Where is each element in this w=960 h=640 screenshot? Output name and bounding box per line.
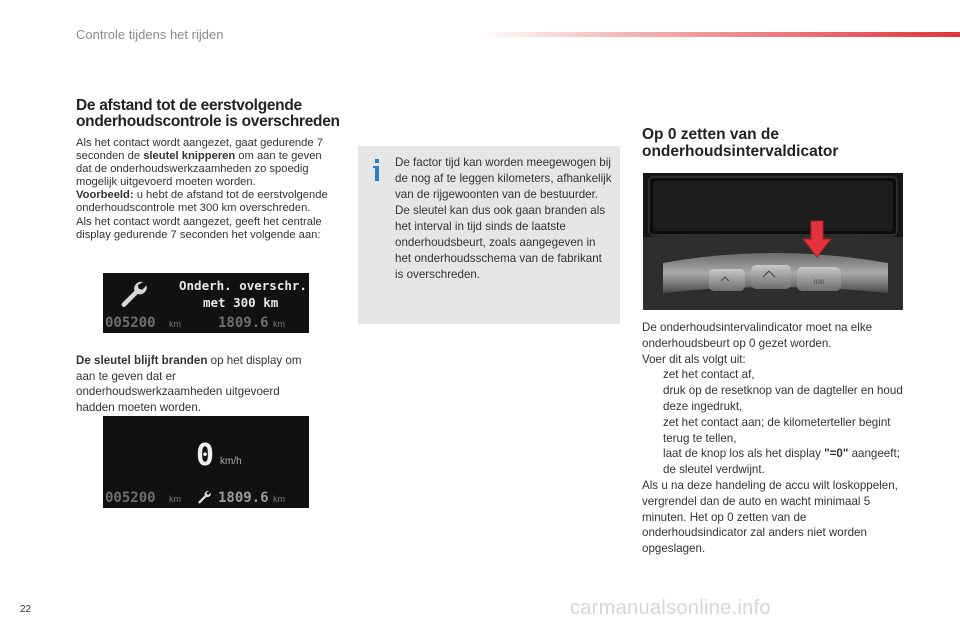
info-text bbox=[395, 155, 613, 283]
bullet-item bbox=[642, 367, 904, 383]
overdue-description bbox=[76, 137, 340, 242]
bullet-text: druk op de resetknop van de dagteller en houd deze ingedrukt, bbox=[663, 384, 903, 413]
wrench-icon bbox=[196, 489, 212, 505]
display-message-line1: Onderh. overschr. bbox=[179, 278, 307, 293]
paragraph: De onderhoudsintervalindicator moet na elke onderhoudsbeurt op 0 gezet worden. bbox=[642, 321, 873, 350]
display-message-line2: met 300 km bbox=[203, 295, 279, 310]
wrench-icon bbox=[117, 278, 149, 310]
text: op het display om aan te geven dat er onderhoudswerkzaamheden uitgevoerd hadden moeten worden. bbox=[76, 354, 302, 414]
paragraph: Als het contact wordt aangezet, geeft het centrale display gedurende 7 seconden het volgende aan: bbox=[76, 215, 322, 241]
bold-text: sleutel knipperen bbox=[143, 150, 236, 163]
section-heading-reset bbox=[642, 127, 912, 160]
paragraph: De factor tijd kan worden meegewogen bij de nog af te leggen kilometers, afhankelijk van de rijgewoonten van de bestuurder. bbox=[395, 156, 612, 201]
heading-line: De afstand tot de eerstvolgende bbox=[76, 97, 302, 114]
header-accent-bar bbox=[478, 32, 960, 37]
running-header: Controle tijdens het rijden bbox=[76, 27, 224, 42]
info-icon bbox=[372, 159, 382, 181]
trip-value: 1809.6 bbox=[218, 490, 269, 506]
paragraph bbox=[76, 137, 340, 189]
key-steady-description bbox=[76, 353, 316, 415]
paragraph: Als u na deze handeling de accu wilt loskoppelen, vergrendel dan de auto en wacht minimaal 5 minuten. Het op 0 zetten van de onderhoudsindicator zal anders niet worden opgeslagen. bbox=[642, 478, 898, 556]
odometer-unit: km bbox=[169, 319, 181, 329]
bullet-item bbox=[642, 415, 904, 447]
text: Als het contact wordt aangezet, gaat gedurende 7 seconden de bbox=[76, 137, 323, 163]
button-label: 000 bbox=[813, 280, 825, 286]
page-number: 22 bbox=[20, 604, 32, 615]
text: u hebt de afstand tot de eerstvolgende onderhoudscontrole met 300 km overschreden. bbox=[76, 189, 328, 215]
heading-line: onderhoudsintervaldicator bbox=[642, 142, 839, 160]
heading-line: Op 0 zetten van de bbox=[642, 126, 779, 143]
bullet-item bbox=[642, 446, 904, 478]
odometer-value: 005200 bbox=[105, 490, 156, 506]
odometer-unit: km bbox=[169, 494, 181, 504]
trip-unit: km bbox=[273, 319, 285, 329]
dashboard-display-key bbox=[103, 416, 309, 508]
reset-button-illustration bbox=[643, 173, 903, 310]
section-heading-overdue bbox=[76, 98, 346, 130]
paragraph: Voer dit als volgt uit: bbox=[642, 352, 746, 366]
bullet-text: zet het contact af, bbox=[663, 368, 755, 382]
text: om aan te geven dat de onderhoudswerkzaamheden zo spoedig mogelijk uitgevoerd moeten worden. bbox=[76, 150, 322, 189]
speed-unit: km/h bbox=[220, 456, 242, 467]
heading-line: onderhoudscontrole is overschreden bbox=[76, 113, 340, 130]
paragraph bbox=[76, 189, 340, 215]
bold-text: Voorbeeld: bbox=[76, 189, 134, 202]
speed-value: 0 bbox=[196, 438, 215, 473]
paragraph: De sleutel kan dus ook gaan branden als het interval in tijd sinds de laatste onderhoudsbeurt, zoals aangegeven in het onderhoudsschema van de fabrikant is overschreden. bbox=[395, 204, 606, 281]
bullet-item bbox=[642, 383, 904, 415]
bullet-text: zet het contact aan; de kilometerteller begint terug te tellen, bbox=[663, 415, 891, 445]
watermark: carmanualsonline.info bbox=[570, 597, 771, 619]
trip-unit: km bbox=[273, 494, 285, 504]
bold-text: "=0" bbox=[824, 447, 849, 461]
bold-text: De sleutel blijft branden bbox=[76, 354, 208, 367]
trip-value: 1809.6 bbox=[218, 315, 269, 331]
dashboard-button-photo bbox=[643, 173, 903, 310]
dashboard-display-overdue bbox=[103, 273, 309, 333]
bullet-text: aangeeft; de sleutel verdwijnt. bbox=[663, 447, 900, 477]
bullet-text: laat de knop los als het display bbox=[663, 447, 825, 461]
odometer-value: 005200 bbox=[105, 315, 156, 331]
reset-instructions bbox=[642, 320, 904, 557]
